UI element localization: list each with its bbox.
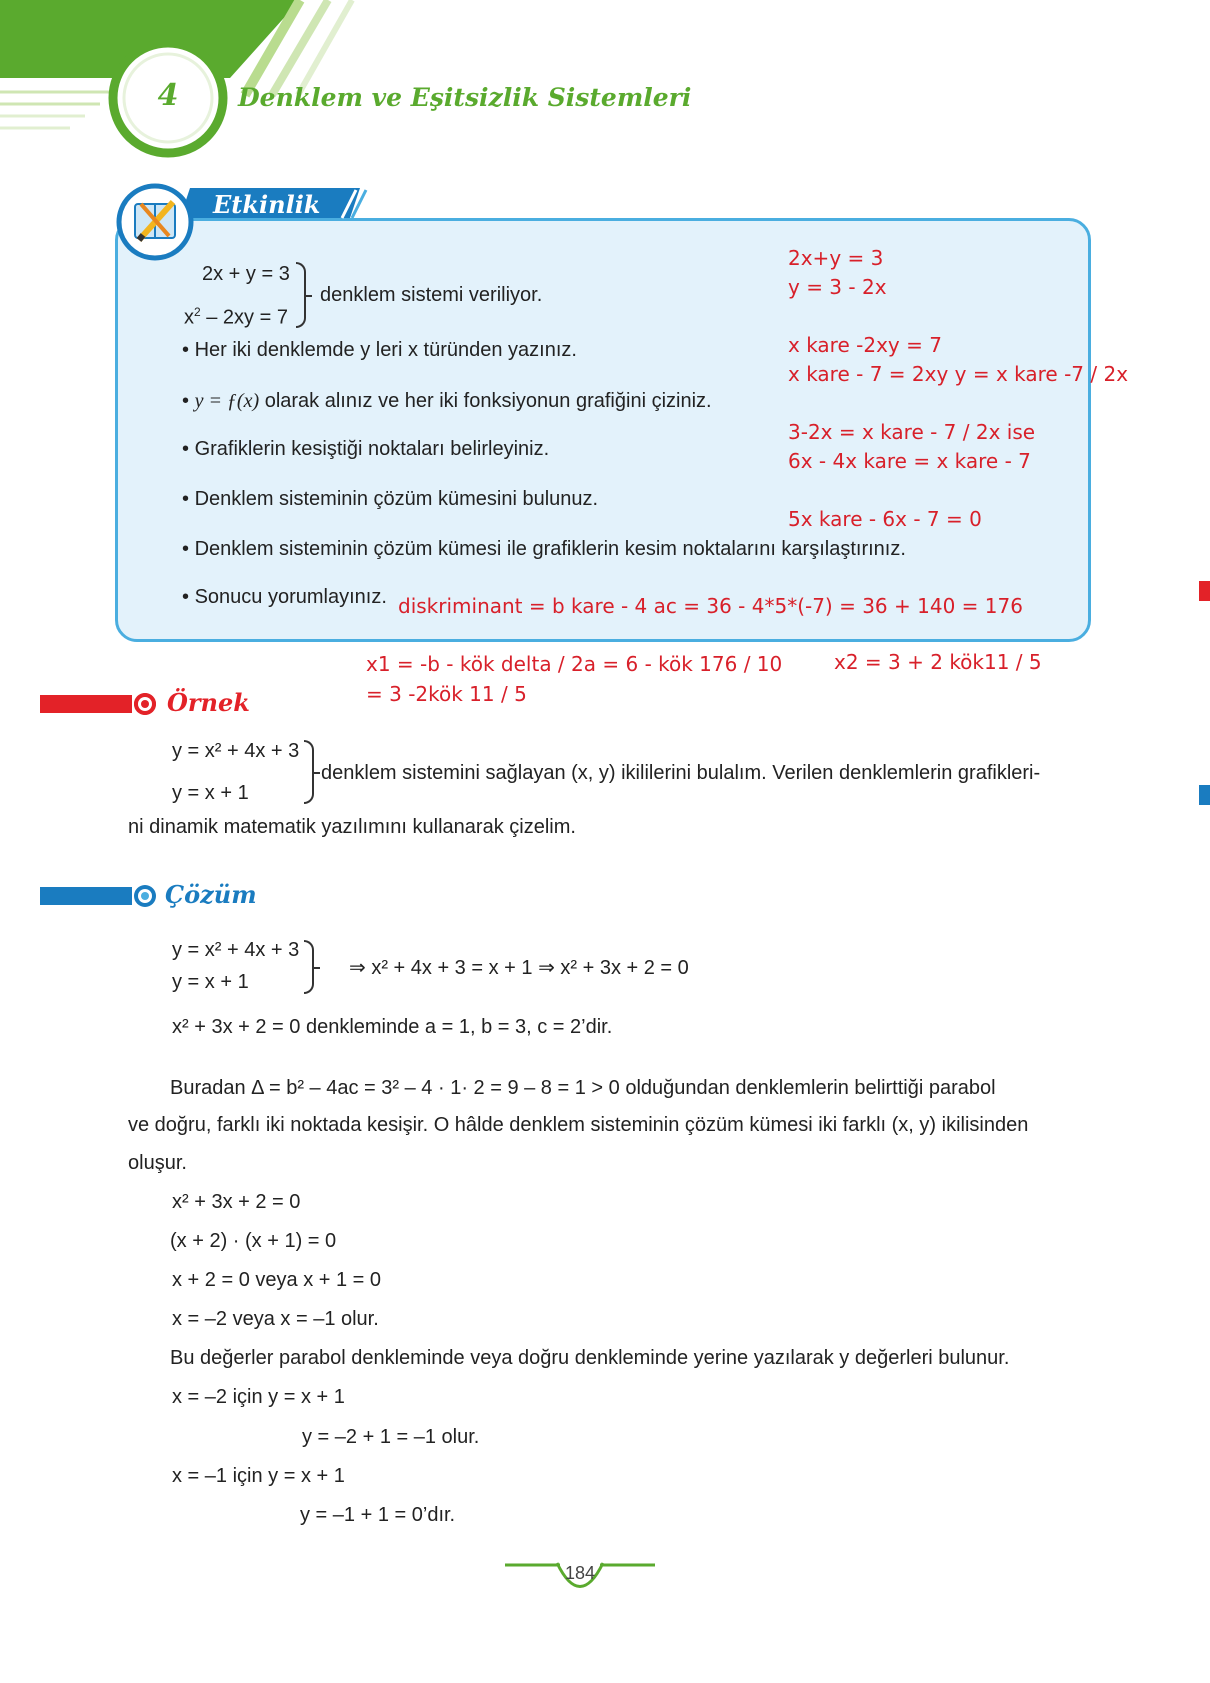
cozum-para-3: oluşur. xyxy=(128,1152,187,1174)
ornek-bar xyxy=(40,695,132,713)
cozum-case-2a: x = –1 için y = x + 1 xyxy=(172,1465,345,1487)
cozum-step-2: (x + 2) · (x + 1) = 0 xyxy=(170,1230,337,1252)
note-11: x2 = 3 + 2 kök11 / 5 xyxy=(834,650,1042,674)
note-9: x1 = -b - kök delta / 2a = 6 - kök 176 / 10 xyxy=(366,652,783,676)
cozum-case-1b: y = –2 + 1 = –1 olur. xyxy=(302,1426,480,1448)
bullet-2-text: olarak alınız ve her iki fonksiyonun grafiğini çiziniz. xyxy=(264,390,712,412)
cozum-para-2: ve doğru, farklı iki noktada kesişir. O hâlde denklem sisteminin çözüm kümesi iki farklı (x, y) ikilisinden xyxy=(128,1114,1029,1136)
etkinlik-title: Etkinlik xyxy=(213,190,321,219)
bullet-3: • Grafiklerin kesiştiği noktaları belirleyiniz. xyxy=(182,438,550,460)
cozum-para-1: Buradan Δ = b² – 4ac = 3² – 4 · 1· 2 = 9 – 8 = 1 > 0 olduğundan denklemlerin belirttiği parabol xyxy=(170,1077,996,1099)
chapter-number: 4 xyxy=(157,78,179,113)
note-7: 5x kare - 6x - 7 = 0 xyxy=(788,507,982,531)
cozum-eq1: y = x² + 4x + 3 xyxy=(172,939,300,961)
system-equation-2: $x^2 - 2xy = 7$ xyxy=(184,305,288,329)
cozum-step-3: x + 2 = 0 veya x + 1 = 0 xyxy=(172,1269,382,1291)
note-2: y = 3 - 2x xyxy=(788,275,887,299)
cozum-eq2: y = x + 1 xyxy=(172,971,249,993)
note-6: 6x - 4x kare = x kare - 7 xyxy=(788,449,1031,473)
note-4: x kare - 7 = 2xy y = x kare -7 / 2x xyxy=(788,362,1129,386)
bullet-4: • Denklem sisteminin çözüm kümesini bulunuz. xyxy=(182,488,599,510)
bullet-5-text: Denklem sisteminin çözüm kümesi ile grafiklerin kesim noktalarını karşılaştırınız. xyxy=(194,538,906,560)
note-1: 2x+y = 3 xyxy=(788,246,884,270)
cozum-step-1: x² + 3x + 2 = 0 xyxy=(172,1191,301,1213)
note-10: = 3 -2kök 11 / 5 xyxy=(366,682,527,706)
bullet-1: • Her iki denklemde y leri x türünden yazınız. xyxy=(182,339,577,361)
bullet-5: • Denklem sisteminin çözüm kümesi ile grafiklerin kesim noktalarını karşılaştırınız. xyxy=(182,538,906,560)
ornek-title: Örnek xyxy=(167,688,250,717)
cozum-brace xyxy=(304,940,314,994)
system-eq2-x: x xyxy=(184,306,194,329)
ornek-text-2: ni dinamik matematik yazılımını kullanarak çizelim. xyxy=(128,816,576,838)
edge-tab-red xyxy=(1199,581,1210,601)
ornek-brace xyxy=(304,740,314,804)
ornek-eq1: y = x² + 4x + 3 xyxy=(172,740,300,762)
system-equation-1: 2x + y = 3 xyxy=(202,263,290,285)
bullet-3-text: Grafiklerin kesiştiği noktaları belirleyiniz. xyxy=(194,438,550,460)
cozum-step-4: x = –2 veya x = –1 olur. xyxy=(172,1308,379,1330)
ornek-eq2: y = x + 1 xyxy=(172,782,249,804)
page-number: 184 xyxy=(564,1563,596,1583)
cozum-coef-line: x² + 3x + 2 = 0 denkleminde a = 1, b = 3, c = 2’dir. xyxy=(172,1016,613,1038)
bullet-4-text: Denklem sisteminin çözüm kümesini bulunuz. xyxy=(194,488,599,510)
bullet-2: • y = ƒ(x) olarak alınız ve her iki fonksiyonun grafiğini çiziniz. xyxy=(182,390,712,412)
cozum-bar xyxy=(40,887,132,905)
cozum-arrow-line: ⇒ x² + 4x + 3 = x + 1 ⇒ x² + 3x + 2 = 0 xyxy=(349,957,689,979)
cozum-para-4: Bu değerler parabol denkleminde veya doğru denkleminde yerine yazılarak y değerleri bulunur. xyxy=(170,1347,1010,1369)
ornek-text-1: denklem sistemini sağlayan (x, y) ikililerini bulalım. Verilen denklemlerin grafikleri- xyxy=(321,762,1041,784)
chapter-title: Denklem ve Eşitsizlik Sistemleri xyxy=(238,83,692,112)
bullet-6: • Sonucu yorumlayınız. xyxy=(182,586,387,608)
ornek-dot-icon xyxy=(134,693,156,715)
bullet-1-text: Her iki denklemde y leri x türünden yazınız. xyxy=(194,339,577,361)
fx-label: y = ƒ(x) xyxy=(194,390,260,412)
note-8: diskriminant = b kare - 4 ac = 36 - 4*5*(-7) = 36 + 140 = 176 xyxy=(398,594,1023,618)
system-eq2-rest: – 2xy = 7 xyxy=(206,306,288,329)
cozum-title: Çözüm xyxy=(165,880,257,909)
cozum-case-2b: y = –1 + 1 = 0’dır. xyxy=(300,1504,456,1526)
note-5: 3-2x = x kare - 7 / 2x ise xyxy=(788,420,1036,444)
system-text: denklem sistemi veriliyor. xyxy=(320,284,543,306)
edge-tab-blue xyxy=(1199,785,1210,805)
bullet-6-text: Sonucu yorumlayınız. xyxy=(194,586,387,608)
pencil-book-icon xyxy=(115,182,195,262)
system-brace xyxy=(296,262,306,328)
cozum-ring-icon xyxy=(134,885,156,907)
note-3: x kare -2xy = 7 xyxy=(788,333,942,357)
cozum-case-1a: x = –2 için y = x + 1 xyxy=(172,1386,345,1408)
